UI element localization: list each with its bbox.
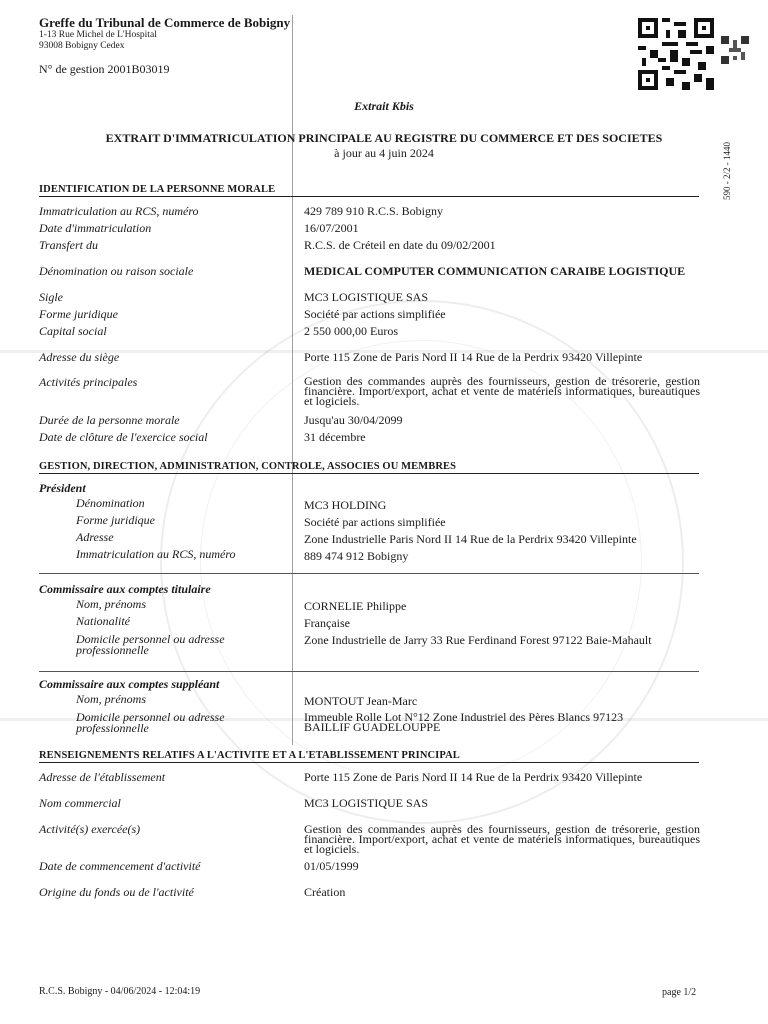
section-heading-activite: RENSEIGNEMENTS RELATIFS A L'ACTIVITE ET A L'ETABLISSEMENT PRINCIPAL <box>39 750 699 763</box>
registration-date: 16/07/2001 <box>304 221 359 235</box>
cac-suppleant-address: Immeuble Rolle Lot N°12 Zone Industriel des Pères Blancs 97123 BAILLIF GUADELOUPPE <box>304 710 624 734</box>
field-label: Dénomination <box>76 496 145 510</box>
transfer-from: R.C.S. de Créteil en date du 09/02/2001 <box>304 238 496 252</box>
field-label: Origine du fonds ou de l'activité <box>39 885 194 899</box>
section-heading-gestion: GESTION, DIRECTION, ADMINISTRATION, CONTROLE, ASSOCIES OU MEMBRES <box>39 461 699 474</box>
field-label: Nom, prénoms <box>76 597 147 611</box>
field-label: Dénomination ou raison sociale <box>39 264 194 278</box>
office-name: Greffe du Tribunal de Commerce de Bobigny <box>39 15 291 30</box>
divider <box>39 671 699 672</box>
field-label: Nationalité <box>76 614 130 628</box>
cac-titulaire-address: Zone Industrielle de Jarry 33 Rue Ferdinand Forest 97122 Baie-Mahault <box>304 633 652 647</box>
field-label: Domicile personnel ou adresse professionnelle <box>76 632 225 657</box>
field-label: Date d'immatriculation <box>39 221 152 235</box>
cac-titulaire-name: CORNELIE Philippe <box>304 599 407 613</box>
small-qr-code-icon <box>721 36 749 64</box>
field-label: Activité(s) exercée(s) <box>39 822 141 836</box>
activities-exercised: Gestion des commandes auprès des fournisseurs, gestion de trésorerie, gestion financière. Import/export, achat et vente de matériels informatiques, bureautiques et logiciels. <box>304 822 700 856</box>
office-address-line1: 1-13 Rue Michel de L'Hospital <box>39 30 157 40</box>
field-label: Date de commencement d'activité <box>39 859 201 873</box>
field-label: Adresse <box>76 530 114 544</box>
company-duration: Jusqu'au 30/04/2099 <box>304 413 403 427</box>
business-origin: Création <box>304 885 346 899</box>
role-cac-titulaire: Commissaire aux comptes titulaire <box>39 582 211 596</box>
field-label: Sigle <box>39 290 63 304</box>
president-legal-form: Société par actions simplifiée <box>304 515 446 529</box>
footer-timestamp: R.C.S. Bobigny - 04/06/2024 - 12:04:19 <box>39 986 201 997</box>
field-label: Immatriculation au RCS, numéro <box>76 547 236 561</box>
cac-suppleant-name: MONTOUT Jean-Marc <box>304 694 418 708</box>
section-heading-identification: IDENTIFICATION DE LA PERSONNE MORALE <box>39 184 699 197</box>
field-label: Adresse de l'établissement <box>39 770 166 784</box>
document-type: Extrait Kbis <box>354 99 414 113</box>
field-label: Domicile personnel ou adresse professionnelle <box>76 710 225 735</box>
main-activities: Gestion des commandes auprès des fournisseurs, gestion de trésorerie, gestion financière. Import/export, achat et vente de matériels informatiques, bureautiques et logiciels. <box>304 374 700 408</box>
qr-code-icon <box>638 18 714 90</box>
update-date: à jour au 4 juin 2024 <box>334 146 434 160</box>
cac-titulaire-nationality: Française <box>304 616 350 630</box>
field-label: Activités principales <box>39 375 138 389</box>
fiscal-year-end: 31 décembre <box>304 430 366 444</box>
side-reference: 590 - 2/2 - 1440 <box>722 142 732 200</box>
activity-start-date: 01/05/1999 <box>304 859 359 873</box>
fold-line <box>292 15 293 745</box>
rcs-number: 429 789 910 R.C.S. Bobigny <box>304 204 444 218</box>
company-name: MEDICAL COMPUTER COMMUNICATION CARAIBE LOGISTIQUE <box>304 264 686 278</box>
share-capital: 2 550 000,00 Euros <box>304 324 398 338</box>
page-number: page 1/2 <box>662 987 697 998</box>
role-cac-suppleant: Commissaire aux comptes suppléant <box>39 677 220 691</box>
field-label: Nom commercial <box>39 796 121 810</box>
page-title: EXTRAIT D'IMMATRICULATION PRINCIPALE AU REGISTRE DU COMMERCE ET DES SOCIETES <box>105 131 663 145</box>
field-label: Immatriculation au RCS, numéro <box>39 204 199 218</box>
president-address: Zone Industrielle Paris Nord II 14 Rue de la Perdrix 93420 Villepinte <box>304 532 637 546</box>
divider <box>39 573 699 574</box>
head-office-address: Porte 115 Zone de Paris Nord II 14 Rue de la Perdrix 93420 Villepinte <box>304 350 643 364</box>
office-address-line2: 93008 Bobigny Cedex <box>39 41 125 51</box>
role-president: Président <box>39 481 86 495</box>
field-label: Durée de la personne morale <box>39 413 180 427</box>
field-label: Date de clôture de l'exercice social <box>39 430 208 444</box>
field-label: Nom, prénoms <box>76 692 147 706</box>
legal-form: Société par actions simplifiée <box>304 307 446 321</box>
trade-name: MC3 LOGISTIQUE SAS <box>304 796 429 810</box>
president-rcs: 889 474 912 Bobigny <box>304 549 409 563</box>
field-label: Forme juridique <box>76 513 155 527</box>
president-name: MC3 HOLDING <box>304 498 387 512</box>
field-label: Transfert du <box>39 238 99 252</box>
management-number: N° de gestion 2001B03019 <box>39 62 170 76</box>
acronym: MC3 LOGISTIQUE SAS <box>304 290 429 304</box>
field-label: Capital social <box>39 324 107 338</box>
establishment-address: Porte 115 Zone de Paris Nord II 14 Rue de la Perdrix 93420 Villepinte <box>304 770 643 784</box>
field-label: Forme juridique <box>39 307 118 321</box>
field-label: Adresse du siège <box>39 350 120 364</box>
